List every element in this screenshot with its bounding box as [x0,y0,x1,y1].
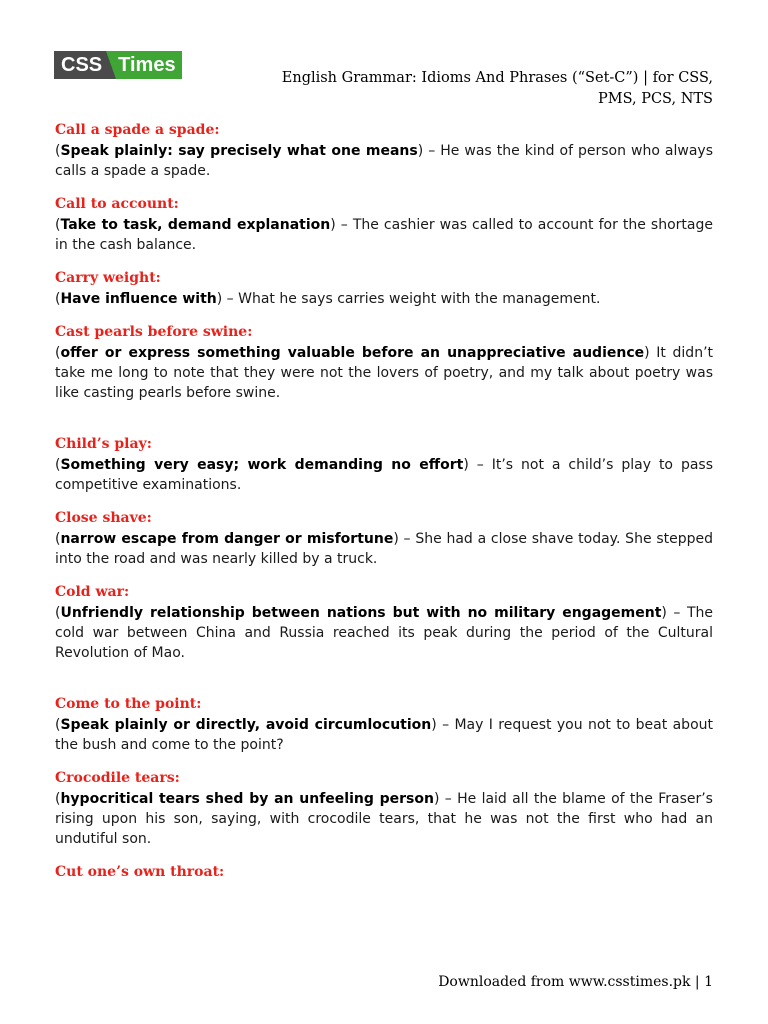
idiom-example: The cold war between China and Russia reached its peak during the period of the Cultural Revolution of Mao. [55,605,713,661]
idiom-entry [55,694,713,755]
idiom-definition: (Take to task, demand explanation) – The cashier was called to account for the shortage in the cash balance. [55,217,713,253]
idiom-entry [55,120,713,181]
idiom-example: It’s not a child’s play to pass competitive examinations. [55,457,713,493]
idiom-entry [55,434,713,495]
idiom-meaning: narrow escape from danger or misfortune [60,531,394,547]
page-footer: Downloaded from www.csstimes.pk | 1 [438,974,713,990]
idiom-meaning: hypocritical tears shed by an unfeeling person [60,791,434,807]
idiom-term: Cold war: [55,584,130,600]
idiom-term: Cast pearls before swine: [55,324,253,340]
idiom-example: She had a close shave today. She stepped into the road and was nearly killed by a truck. [55,531,713,567]
logo-text-times: Times [116,51,181,79]
idiom-entry [55,194,713,255]
idiom-term: Call to account: [55,196,179,212]
idiom-definition: (narrow escape from danger or misfortune) – She had a close shave today. She stepped into the road and was nearly killed by a truck. [55,531,713,567]
idiom-meaning: Speak plainly: say precisely what one means [60,143,418,159]
idiom-term: Call a spade a spade: [55,122,220,138]
idiom-meaning: Speak plainly or directly, avoid circumlocution [60,717,432,733]
idiom-example: He was the kind of person who always calls a spade a spade. [55,143,713,179]
idiom-example: The cashier was called to account for the shortage in the cash balance. [55,217,713,253]
idiom-entry [55,768,713,849]
idiom-definition: (hypocritical tears shed by an unfeeling person) – He laid all the blame of the Fraser’s rising upon his son, saying, with crocodile tears, that he was not the first who had an undutiful son. [55,791,713,847]
idiom-definition: (Unfriendly relationship between nations but with no military engagement) – The cold war between China and Russia reached its peak during the period of the Cultural Revolution of Mao. [55,605,713,661]
idiom-definition: (Speak plainly: say precisely what one means) – He was the kind of person who always calls a spade a spade. [55,143,713,179]
idiom-definition: (Something very easy; work demanding no effort) – It’s not a child’s play to pass competitive examinations. [55,457,713,493]
idiom-term: Crocodile tears: [55,770,180,786]
document-title: English Grammar: Idioms And Phrases (“Set-C”) | for CSS, PMS, PCS, NTS [281,70,713,107]
csstimes-logo [54,51,182,79]
idiom-definition: (offer or express something valuable before an unappreciative audience) It didn’t take me long to note that they were not the lovers of poetry, and my talk about poetry was like casting pearls before swine. [55,345,714,401]
idiom-term: Child’s play: [55,436,152,452]
idiom-term: Close shave: [55,510,152,526]
idiom-example: He laid all the blame of the Fraser’s rising upon his son, saying, with crocodile tears, that he was not the first who had an undutiful son. [55,791,713,847]
idiom-entry [55,268,713,309]
idiom-term: Come to the point: [55,696,202,712]
idiom-meaning: Have influence with [60,291,217,307]
logo-slash [106,51,116,79]
idiom-meaning: Unfriendly relationship between nations but with no military engagement [60,605,662,621]
idiom-entry [55,322,713,403]
idiom-entry [55,862,713,883]
idiom-example: What he says carries weight with the management. [238,291,601,307]
logo-text-css: CSS [54,51,106,79]
idiom-meaning: Take to task, demand explanation [60,217,331,233]
idiom-example: May I request you not to beat about the bush and come to the point? [55,717,714,753]
idiom-meaning: Something very easy; work demanding no effort [60,457,464,473]
idiom-example: It didn’t take me long to note that they were not the lovers of poetry, and my talk about poetry was like casting pearls before swine. [55,345,714,401]
idiom-definition: (Speak plainly or directly, avoid circumlocution) – May I request you not to beat about the bush and come to the point? [55,717,714,753]
idiom-definition: (Have influence with) – What he says carries weight with the management. [55,291,601,307]
idiom-entry [55,508,713,569]
idiom-entry [55,582,713,663]
idioms-list [55,120,713,896]
idiom-term: Carry weight: [55,270,161,286]
idiom-term: Cut one’s own throat: [55,864,225,880]
idiom-meaning: offer or express something valuable before an unappreciative audience [60,345,645,361]
